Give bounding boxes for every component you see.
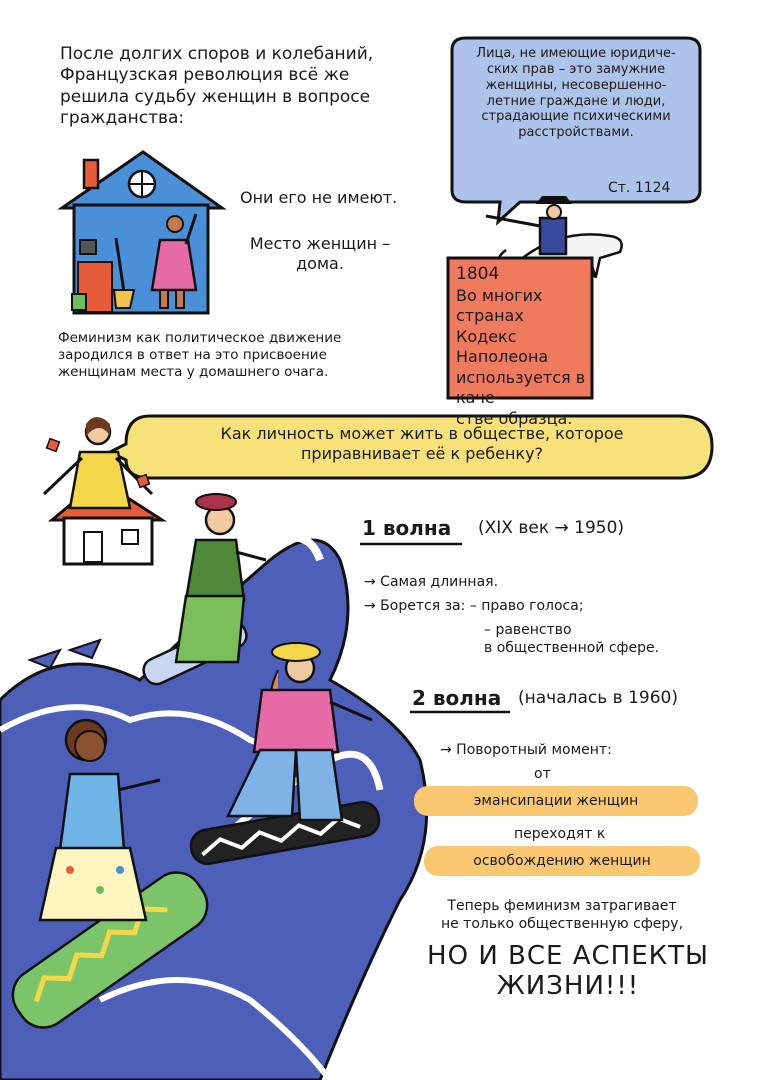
- emancipation-pill: эмансипации женщин: [414, 786, 698, 816]
- wave1-title: 1 волна: [362, 516, 452, 540]
- article-label: Ст. 1124: [608, 180, 671, 196]
- no-rights-text: Они его не имеют.: [240, 188, 398, 207]
- wave2-line1: → Поворотный момент:: [440, 742, 612, 758]
- place-text: Место женщин – дома.: [249, 234, 391, 273]
- all-aspects-text: НО И ВСЕ АСПЕКТЫ ЖИЗНИ!!!: [427, 941, 709, 1001]
- wave1-line1: → Самая длинная.: [364, 574, 499, 590]
- feminism-now-text: Теперь феминизм затрагивает не только общественную сферу,: [440, 898, 684, 932]
- feminism-origin-text: Феминизм как политическое движение зародился в ответ на это присвоение женщинам места у домашнего очага.: [58, 330, 342, 380]
- wave2-from: от: [534, 766, 551, 782]
- intro-text: После долгих споров и колебаний, Французская революция всё же решила судьбу женщин в вопросе гражданства:: [60, 44, 374, 128]
- wave2-transition: переходят к: [514, 826, 606, 842]
- wave1-line2: → Борется за: – право голоса;: [364, 598, 584, 614]
- wave1-period: (XIX век → 1950): [478, 518, 625, 538]
- question-text: Как личность может жить в обществе, которое приравнивает её к ребенку?: [220, 424, 624, 463]
- code-year: 1804: [456, 264, 500, 284]
- code-box-text: Во многих странах Кодекс Наполеона используется в каче- стве образца.: [456, 286, 586, 428]
- quote-bubble-text: Лица, не имеющие юридиче- ских прав – это замужние женщины, несовершенно- летние граждане и люди, страдающие психическими расстройствами.: [476, 46, 676, 141]
- house-illustration: [62, 152, 222, 313]
- liberation-pill: освобождению женщин: [424, 846, 700, 876]
- wave1-line3: – равенство в общественной сфере.: [484, 622, 660, 656]
- wave2-period: (началась в 1960): [518, 688, 678, 708]
- wave2-title: 2 волна: [412, 686, 502, 710]
